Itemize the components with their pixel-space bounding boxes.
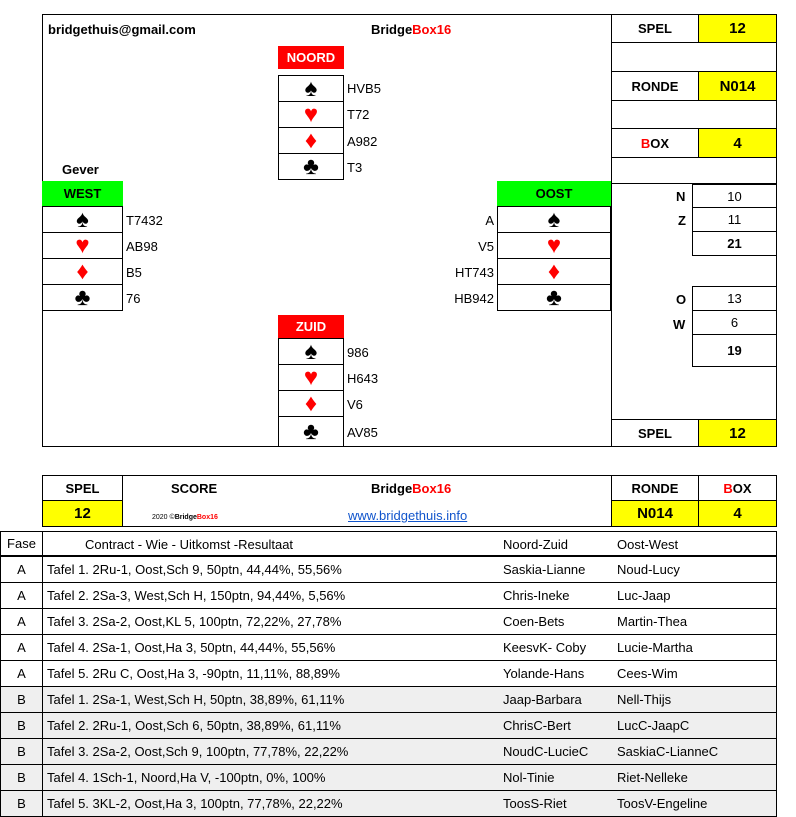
row-fase: A	[0, 582, 43, 609]
oost-hearts: V5	[478, 239, 494, 254]
email-text: bridgethuis@gmail.com	[48, 22, 196, 37]
club-icon: ♣	[497, 284, 611, 311]
row-contract: Tafel 3. 2Sa-2, Oost,KL 5, 100ptn, 72,22%, 27,78%	[47, 614, 342, 629]
diamond-icon: ♦	[278, 127, 344, 154]
row-ow-pair: ToosV-Engeline	[617, 796, 708, 811]
club-icon: ♣	[278, 416, 344, 447]
oost-clubs: HB942	[454, 291, 494, 306]
row-fase: B	[0, 790, 43, 817]
west-header: WEST	[42, 181, 123, 206]
heart-icon: ♥	[278, 364, 344, 391]
row-ow-pair: Lucie-Martha	[617, 640, 693, 655]
row-fase: A	[0, 634, 43, 661]
col-nz: Noord-Zuid	[503, 537, 569, 552]
z-label: Z	[678, 213, 686, 228]
row-fase: B	[0, 686, 43, 713]
row-fase: B	[0, 712, 43, 739]
row-fase: A	[0, 608, 43, 635]
noord-spades: HVB5	[347, 81, 381, 96]
row-nz-pair: Coen-Bets	[503, 614, 565, 629]
west-spades: T7432	[126, 213, 163, 228]
spel-value: 12	[698, 14, 777, 43]
nz-total: 21	[692, 231, 777, 256]
west-diamonds: B5	[126, 265, 142, 280]
box-value: 4	[698, 128, 777, 158]
row-fase: A	[0, 556, 43, 583]
row-nz-pair: Nol-Tinie	[503, 770, 555, 785]
row-contract: Tafel 5. 2Ru C, Oost,Ha 3, -90ptn, 11,11%, 88,89%	[47, 666, 340, 681]
row-ow-pair: Riet-Nelleke	[617, 770, 688, 785]
spel-bottom-label: SPEL	[611, 419, 699, 447]
diamond-icon: ♦	[42, 258, 123, 285]
row-contract: Tafel 1. 2Ru-1, Oost,Sch 9, 50ptn, 44,44%, 55,56%	[47, 562, 342, 577]
brand-title: BridgeBox16	[371, 22, 452, 37]
diamond-icon: ♦	[278, 390, 344, 417]
o-value: 13	[692, 286, 777, 311]
ronde-label: RONDE	[611, 71, 699, 101]
spade-icon: ♠	[42, 206, 123, 233]
row-ow-pair: Martin-Thea	[617, 614, 688, 629]
row-ow-pair: Cees-Wim	[617, 666, 678, 681]
noord-hearts: T72	[347, 107, 370, 122]
copyright-text: 2020 ©BridgeBox16	[152, 514, 218, 521]
right-panel-blank-1	[611, 42, 777, 72]
heart-icon: ♥	[278, 101, 344, 128]
score-ronde-label: RONDE	[611, 475, 699, 501]
spel-label: SPEL	[611, 14, 699, 43]
spade-icon: ♠	[497, 206, 611, 233]
row-contract: Tafel 4. 2Sa-1, Oost,Ha 3, 50ptn, 44,44%, 55,56%	[47, 640, 336, 655]
zuid-clubs: AV85	[347, 425, 378, 440]
z-value: 11	[692, 207, 777, 232]
heart-icon: ♥	[497, 232, 611, 259]
row-fase: B	[0, 738, 43, 765]
row-ow-pair: Luc-Jaap	[617, 588, 671, 603]
ronde-value: N014	[698, 71, 777, 101]
row-nz-pair: KeesvK- Coby	[503, 640, 587, 655]
zuid-header: ZUID	[278, 315, 344, 338]
club-icon: ♣	[278, 153, 344, 180]
row-contract: Tafel 4. 1Sch-1, Noord,Ha V, -100ptn, 0%, 100%	[47, 770, 326, 785]
score-spel-label: SPEL	[42, 475, 123, 501]
col-ow: Oost-West	[617, 537, 679, 552]
diamond-icon: ♦	[497, 258, 611, 285]
oost-diamonds: HT743	[454, 265, 494, 280]
row-fase: A	[0, 660, 43, 687]
n-value: 10	[692, 184, 777, 208]
zuid-diamonds: V6	[347, 397, 363, 412]
club-icon: ♣	[42, 284, 123, 311]
zuid-spades: 986	[347, 345, 369, 360]
row-nz-pair: Jaap-Barbara	[503, 692, 582, 707]
n-label: N	[676, 189, 686, 204]
heart-icon: ♥	[42, 232, 123, 259]
w-label: W	[673, 317, 686, 332]
row-contract: Tafel 1. 2Sa-1, West,Sch H, 50ptn, 38,89%, 61,11%	[47, 692, 345, 707]
noord-clubs: T3	[347, 160, 363, 175]
score-box-value: 4	[698, 500, 777, 527]
oost-spades: A	[485, 213, 494, 228]
row-nz-pair: ChrisC-Bert	[503, 718, 571, 733]
website-link[interactable]: www.bridgethuis.info	[348, 508, 468, 523]
box-label: B OX	[611, 128, 699, 158]
noord-header: NOORD	[278, 46, 344, 69]
row-ow-pair: Noud-Lucy	[617, 562, 680, 577]
score-ronde-value: N014	[611, 500, 699, 527]
row-ow-pair: LucC-JaapC	[617, 718, 690, 733]
right-panel-blank-3	[611, 157, 777, 184]
row-ow-pair: SaskiaC-LianneC	[617, 744, 719, 759]
west-hearts: AB98	[126, 239, 158, 254]
noord-diamonds: A982	[347, 134, 378, 149]
row-ow-pair: Nell-Thijs	[617, 692, 672, 707]
row-contract: Tafel 2. 2Sa-3, West,Sch H, 150ptn, 94,44%, 5,56%	[47, 588, 346, 603]
row-nz-pair: NoudC-LucieC	[503, 744, 589, 759]
score-brand-title: BridgeBox16	[371, 481, 452, 496]
o-label: O	[676, 292, 687, 307]
score-box-label: B OX	[698, 475, 777, 501]
w-value: 6	[692, 310, 777, 335]
row-contract: Tafel 2. 2Ru-1, Oost,Sch 6, 50ptn, 38,89%, 61,11%	[47, 718, 341, 733]
right-panel-blank-2	[611, 100, 777, 129]
west-clubs: 76	[126, 291, 141, 306]
row-nz-pair: Chris-Ineke	[503, 588, 570, 603]
row-nz-pair: ToosS-Riet	[503, 796, 567, 811]
ow-total: 19	[692, 334, 777, 367]
gever-label: Gever	[62, 162, 99, 177]
row-nz-pair: Yolande-Hans	[503, 666, 585, 681]
row-fase: B	[0, 764, 43, 791]
spade-icon: ♠	[278, 75, 344, 102]
row-nz-pair: Saskia-Lianne	[503, 562, 586, 577]
spade-icon: ♠	[278, 338, 344, 365]
zuid-hearts: H643	[347, 371, 379, 386]
oost-header: OOST	[497, 181, 611, 206]
row-contract: Tafel 5. 3KL-2, Oost,Ha 3, 100ptn, 77,78%, 22,22%	[47, 796, 343, 811]
score-spel-value: 12	[42, 500, 123, 527]
spel-bottom-value: 12	[698, 419, 777, 447]
col-contract: Contract - Wie - Uitkomst -Resultaat	[85, 537, 294, 552]
row-contract: Tafel 3. 2Sa-2, Oost,Sch 9, 100ptn, 77,78%, 22,22%	[47, 744, 349, 759]
score-label: SCORE	[171, 481, 218, 496]
col-fase: Fase	[0, 531, 43, 556]
